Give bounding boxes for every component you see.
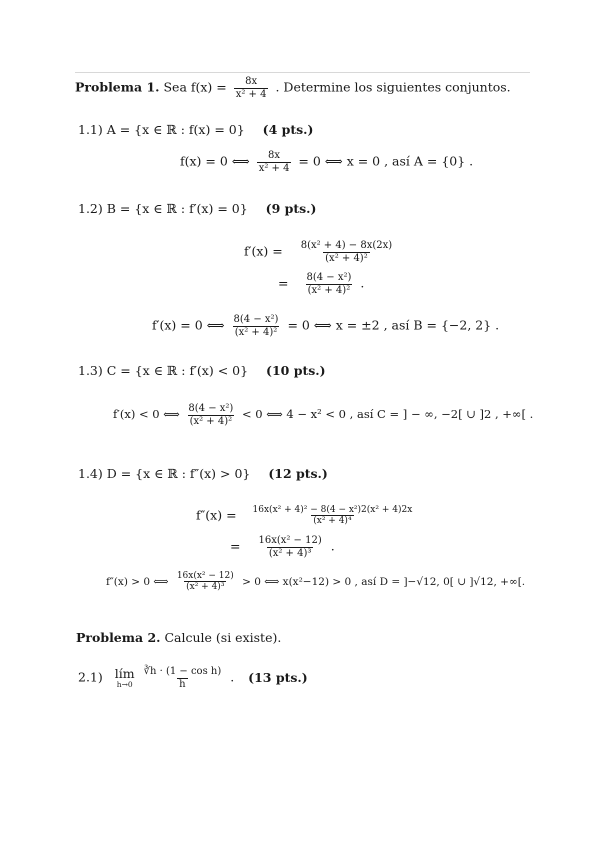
- part14-header: [78, 466, 328, 481]
- part11-equation: [180, 150, 473, 174]
- part11-header-text: 1.1) A = {x ∈ ℝ : f(x) = 0}: [78, 122, 245, 137]
- part12-eq-suffix: = 0 ⟺ x = ±2 , así B = {−2, 2} .: [287, 317, 500, 333]
- problem1-intro-suffix: . Determine los siguientes conjuntos.: [275, 79, 511, 95]
- problem1-fraction: [234, 76, 269, 100]
- part12-d2-fraction: [304, 272, 353, 296]
- part12-eq-num: 8(4 − x²): [233, 314, 279, 325]
- top-rule: [75, 72, 530, 73]
- part12-eq-prefix: f′(x) = 0 ⟺: [152, 317, 225, 333]
- problem2-subtitle: Calcule (si existe).: [164, 630, 282, 645]
- part13-points: (10 pts.): [266, 363, 326, 378]
- part14-d2-suffix: .: [330, 538, 335, 554]
- problem2-statement: [76, 630, 281, 645]
- part11-eq-suffix: = 0 ⟺ x = 0 , así A = {0} .: [298, 153, 474, 169]
- part12-points: (9 pts.): [265, 201, 317, 216]
- part21-lim-text: lím: [114, 666, 135, 681]
- part12-d1-den: (x² + 4)²: [325, 252, 368, 264]
- part14-eq-suffix: > 0 ⟺ x(x²−12) > 0 , así D = ]−√12, 0[ ∪ ]√12, +∞[.: [242, 575, 526, 588]
- part12-d2-lhs: =: [278, 275, 289, 291]
- part14-d2-fraction: [256, 535, 323, 559]
- part21-num: ∛h · (1 − cos h): [143, 666, 222, 677]
- part11-eq-prefix: f(x) = 0 ⟺: [180, 153, 250, 169]
- part14-d2-num: 16x(x² − 12): [258, 535, 322, 546]
- part12-d2-suffix: .: [360, 275, 365, 291]
- part14-eq-den: (x² + 4)³: [186, 582, 225, 593]
- part14-points: (12 pts.): [268, 466, 328, 481]
- part14-eq-num: 16x(x² − 12): [176, 571, 234, 581]
- part12-d1-num: 8(x² + 4) − 8x(2x): [300, 240, 393, 251]
- part12-d2-den: (x² + 4)²: [307, 284, 351, 296]
- part14-derivative-line2: [230, 535, 335, 559]
- part13-eq-fraction: [186, 403, 235, 427]
- part14-equation: [106, 571, 525, 593]
- part14-eq-fraction: [175, 571, 236, 593]
- part21-lim-sub: h→0: [116, 679, 133, 689]
- part11-fraction: [257, 150, 292, 174]
- problem1-f-num: 8x: [245, 76, 258, 87]
- part14-eq-prefix: f″(x) > 0 ⟺: [106, 575, 169, 588]
- part14-d2-den: (x² + 4)³: [268, 547, 312, 559]
- part11-points: (4 pts.): [262, 122, 314, 137]
- part21-fraction: [142, 666, 224, 690]
- part14-derivative-line1: [196, 505, 417, 527]
- part13-header-text: 1.3) C = {x ∈ ℝ : f′(x) < 0}: [78, 363, 249, 378]
- part11-eq-num: 8x: [268, 150, 281, 161]
- part21-label: 2.1): [78, 669, 103, 685]
- part21-problem: [78, 666, 308, 690]
- problem1-statement: [75, 76, 511, 100]
- part12-eq-den: (x² + 4)²: [234, 326, 278, 338]
- part12-d1-lhs: f′(x) =: [244, 243, 283, 259]
- part13-header: [78, 363, 326, 378]
- part21-points: (13 pts.): [248, 669, 308, 685]
- problem1-f-den: x² + 4: [235, 88, 267, 100]
- part12-derivative-line1: [244, 240, 397, 264]
- part11-eq-den: x² + 4: [258, 162, 290, 174]
- part14-d2-lhs: =: [230, 538, 241, 554]
- part12-header: [78, 201, 316, 216]
- part21-suffix: .: [230, 669, 235, 685]
- part13-equation: [113, 403, 533, 427]
- part12-derivative-line2: [278, 272, 364, 296]
- problem1-title: Problema 1.: [75, 79, 160, 95]
- part14-d1-den: (x² + 4)⁴: [313, 516, 352, 527]
- part13-eq-num: 8(4 − x²): [188, 403, 234, 414]
- part12-header-text: 1.2) B = {x ∈ ℝ : f′(x) = 0}: [78, 201, 248, 216]
- part12-d1-fraction: [299, 240, 394, 264]
- part14-d1-lhs: f″(x) =: [196, 507, 237, 523]
- part12-equation: [152, 314, 499, 338]
- problem1-intro-prefix: Sea f(x) =: [163, 79, 227, 95]
- part21-den: h: [179, 678, 186, 690]
- part14-header-text: 1.4) D = {x ∈ ℝ : f″(x) > 0}: [78, 466, 251, 481]
- part13-eq-den: (x² + 4)²: [189, 415, 233, 427]
- part12-d2-num: 8(4 − x²): [306, 272, 352, 283]
- problem2-title: Problema 2.: [76, 630, 161, 645]
- part14-d1-num: 16x(x² + 4)² − 8(4 − x²)2(x² + 4)2x: [252, 505, 413, 515]
- part13-eq-prefix: f′(x) < 0 ⟺: [113, 407, 180, 421]
- part12-eq-fraction: [232, 314, 281, 338]
- part11-header: [78, 122, 313, 137]
- part13-eq-suffix: < 0 ⟺ 4 − x² < 0 , así C = ] − ∞, −2[ ∪ ]2 , +∞[ .: [241, 407, 534, 421]
- part21-limit: [115, 667, 135, 689]
- part14-d1-fraction: [251, 505, 415, 527]
